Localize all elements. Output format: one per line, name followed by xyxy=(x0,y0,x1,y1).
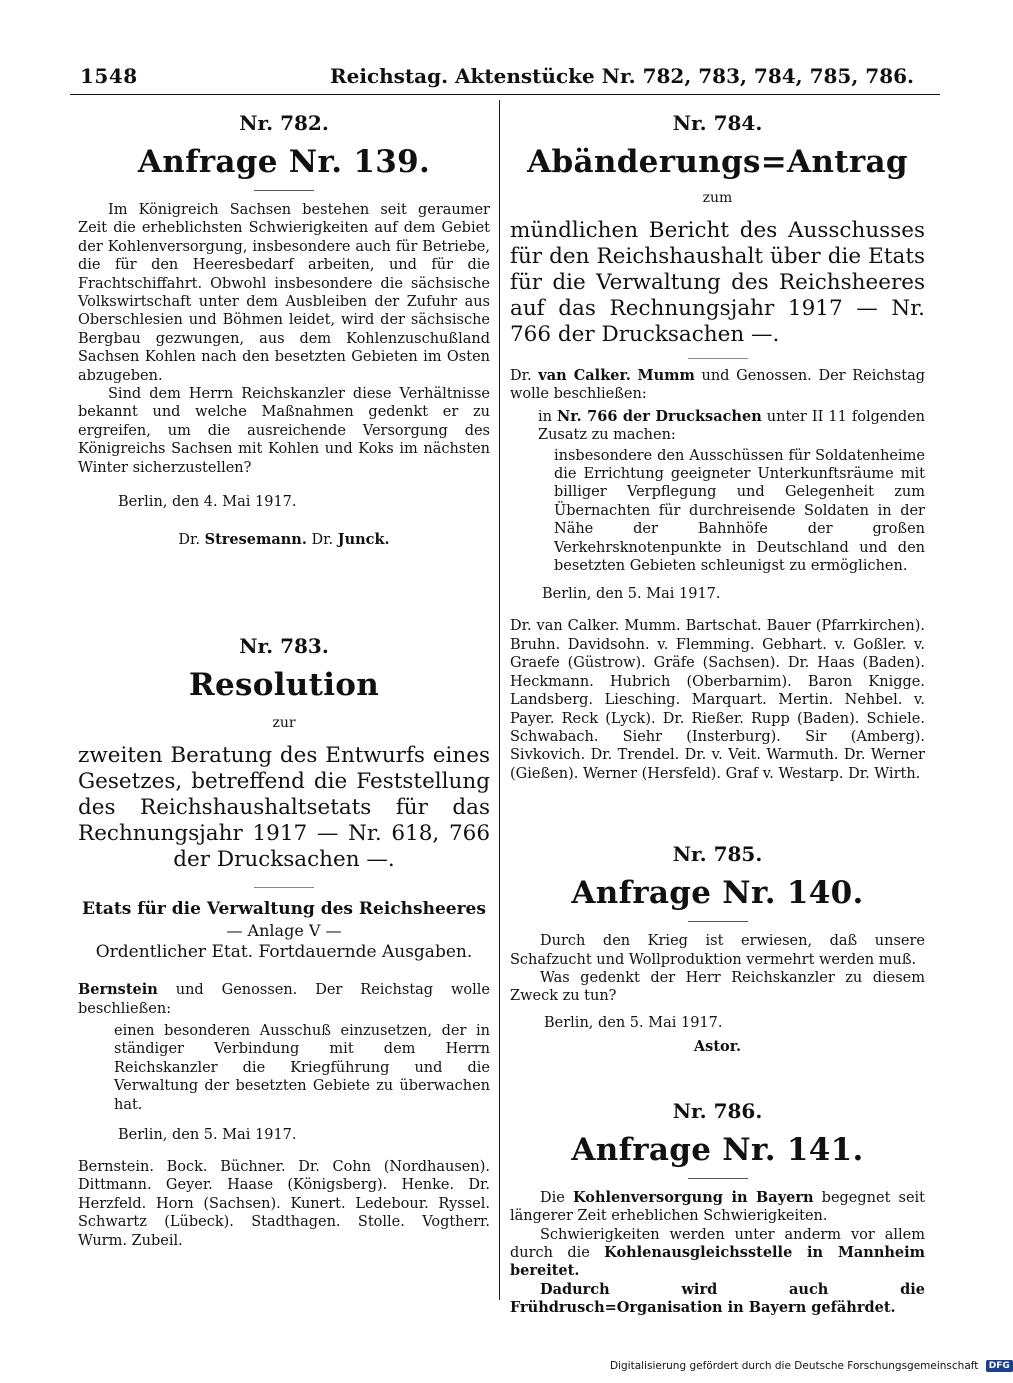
signers-list: Bernstein. Bock. Büchner. Dr. Cohn (Nordhausen). Dittmann. Geyer. Haase (Königsberg). Henke. Dr. Herzfeld. Horn (Sachsen). Kunert. Ledebour. Ryssel. Schwartz (Lübeck). Stadthagen. Stolle. Vogtherr. Wurm. Zubeil. xyxy=(78,1158,490,1249)
running-title: Reichstag. Aktenstücke Nr. 782, 783, 784, 785, 786. xyxy=(330,64,914,88)
section-784 xyxy=(510,110,925,783)
subheading: mündlichen Bericht des Ausschusses für den Reichshaushalt über die Etats für die Verwaltung des Reichsheeres auf das Rechnungsjahr 1917 — Nr. 766 der Drucksachen —. xyxy=(510,218,925,347)
body-paragraph: Sind dem Herrn Reichskanzler diese Verhältnisse bekannt und welche Maßnahmen gedenkt er zu ergreifen, um die ausreichende Versorgung des Königreichs Sachsen mit Kohlen und Koks im nächsten Winter sicherzustellen? xyxy=(78,386,490,476)
item-ref: Nr. 766 der Drucksachen xyxy=(557,407,762,425)
connector-word: zur xyxy=(272,715,296,732)
body-paragraph xyxy=(510,1226,925,1281)
section-number: Nr. 782. xyxy=(239,111,329,135)
date-line: Berlin, den 5. Mai 1917. xyxy=(118,1126,297,1143)
footer-credit xyxy=(610,1360,1010,1378)
motion-intro xyxy=(510,367,925,404)
motion-name: Bernstein xyxy=(78,981,158,999)
section-number: Nr. 784. xyxy=(672,111,763,135)
header-rule xyxy=(70,94,940,95)
text-run-bold: Kohlenausgleichsstelle in Mannheim bereitet. xyxy=(510,1243,926,1280)
section-786 xyxy=(510,1098,925,1318)
motion-intro-text: und Genossen. Der Reichstag wolle beschließen: xyxy=(78,982,491,1017)
date-line: Berlin, den 4. Mai 1917. xyxy=(118,494,297,511)
annex-label: — Anlage V — xyxy=(226,921,342,941)
section-number: Nr. 785. xyxy=(672,842,763,867)
body-paragraph: Im Königreich Sachsen bestehen seit geraumer Zeit die erheblichsten Schwierigkeiten auf dem Gebiet der Kohlenversorgung, insbesondere auch für Betriebe, die für den Heeresbedarf arbeiten, und für die Frachtschiffahrt. Obwohl insbesondere die sächsische Volkswirtschaft unter dem Ausbleiben der Zufuhr aus Oberschlesien und Böhmen leidet, wird der sächsische Bergbau gezwungen, aus dem Kohlenzuschußland Sachsen Kohlen nach den besetzten Gebieten im Osten abzugeben. xyxy=(78,202,490,384)
text-run-bold: Kohlenversorgung in Bayern xyxy=(572,1188,814,1206)
signature-name: Stresemann. xyxy=(204,531,307,549)
connector-word: zum xyxy=(702,190,733,206)
section-title: Resolution xyxy=(188,667,380,704)
signature-line xyxy=(78,531,490,549)
body-paragraph: Durch den Krieg ist erwiesen, daß unsere Schafzucht und Wollproduktion vermehrt werden muß. xyxy=(510,933,925,968)
intro-name: Mumm xyxy=(637,367,695,384)
section-title: Anfrage Nr. 139. xyxy=(137,144,431,180)
signature-prefix: Dr. xyxy=(178,532,200,549)
etat-subtitle: Ordentlicher Etat. Fortdauernde Ausgaben. xyxy=(95,942,473,963)
section-title: Anfrage Nr. 141. xyxy=(571,1131,864,1168)
intro-text: und Genossen. Der Reichstag wolle beschließen: xyxy=(510,368,926,403)
separator-rule xyxy=(688,1178,748,1179)
insert-text: insbesondere den Ausschüssen für Soldatenheime die Errichtung geeigneter Unterkunftsräume mit billiger Verpflegung und Gelegenheit zum Übernachten für durchreisende Soldaten in der Nähe der Bahnhöfe der großen Verkehrsknotenpunkte in Deutschland und den besetzten Gebieten schleunigst zu ermöglichen. xyxy=(554,447,925,575)
intro-prefix: Dr. xyxy=(510,368,532,384)
column-divider xyxy=(499,100,500,1300)
motion-text: einen besonderen Ausschuß einzusetzen, der in ständiger Verbindung mit dem Herrn Reichskanzler die Kriegführung und die Verwaltung der besetzten Gebiete zu überwachen hat. xyxy=(114,1022,490,1113)
section-785 xyxy=(510,841,925,1056)
date-line: Berlin, den 5. Mai 1917. xyxy=(544,1014,723,1031)
section-title: Anfrage Nr. 140. xyxy=(571,875,864,912)
motion-intro xyxy=(78,981,490,1018)
intro-name: van Calker. xyxy=(538,367,631,384)
page-number: 1548 xyxy=(80,64,138,88)
section-783 xyxy=(78,633,490,1250)
body-paragraph: Was gedenkt der Herr Reichskanzler zu diesem Zweck zu tun? xyxy=(510,969,925,1005)
separator-rule xyxy=(688,358,748,359)
text-run: Schwierigkeiten werden unter anderm vor allem durch die xyxy=(510,1226,925,1261)
signature-name: Astor. xyxy=(693,1037,742,1055)
item-pre: in xyxy=(538,408,552,425)
separator-rule xyxy=(254,190,314,191)
body-paragraph xyxy=(510,1189,925,1226)
body-paragraph: Dadurch wird auch die Frühdrusch=Organisation in Bayern gefährdet. xyxy=(510,1280,925,1317)
footer-text: Digitalisierung gefördert durch die Deutsche Forschungsgemeinschaft xyxy=(610,1360,979,1372)
right-column xyxy=(510,110,925,1318)
signature-name: Junck. xyxy=(337,531,390,549)
left-column xyxy=(78,110,490,1250)
date-line: Berlin, den 5. Mai 1917. xyxy=(542,586,721,603)
signers-list: Dr. van Calker. Mumm. Bartschat. Bauer (Pfarrkirchen). Bruhn. Davidsohn. v. Flemming. Gebhart. v. Goßler. v. Graefe (Güstrow). Gräfe (Sachsen). Dr. Haas (Baden). Heckmann. Hubrich (Oberbarnim). Baron Knigge. Landsberg. Liesching. Marquart. Mertin. Nehbel. v. Payer. Reck (Lyck). Dr. Rießer. Rupp (Baden). Schiele. Schwabach. Siehr (Insterburg). Sir (Amberg). Sivkovich. Dr. Trendel. Dr. v. Veit. Warmuth. Dr. Werner (Gießen). Werner (Hersfeld). Graf v. Westarp. Dr. Wirth. xyxy=(510,618,925,782)
section-782 xyxy=(78,110,490,549)
item-post: unter II 11 folgenden Zusatz zu machen: xyxy=(538,408,926,444)
section-title: Abänderungs=Antrag xyxy=(527,144,908,180)
separator-rule xyxy=(254,887,314,888)
dfg-logo: DFG xyxy=(986,1360,1013,1372)
separator-rule xyxy=(688,921,748,922)
page-header xyxy=(70,60,940,98)
section-number: Nr. 783. xyxy=(239,634,329,659)
subheading: zweiten Beratung des Entwurfs eines Gesetzes, betreffend die Feststellung des Reichshaushaltsetats für das Rechnungsjahr 1917 — Nr. 618, 766 der Drucksachen —. xyxy=(78,743,490,873)
section-number: Nr. 786. xyxy=(672,1098,763,1123)
signature-prefix: Dr. xyxy=(311,532,334,549)
text-run: begegnet seit längerer Zeit erheblichen Schwierigkeiten. xyxy=(510,1189,926,1225)
etat-title: Etats für die Verwaltung des Reichsheeres xyxy=(82,899,486,920)
text-run: Die xyxy=(540,1189,565,1206)
motion-item xyxy=(510,408,925,445)
